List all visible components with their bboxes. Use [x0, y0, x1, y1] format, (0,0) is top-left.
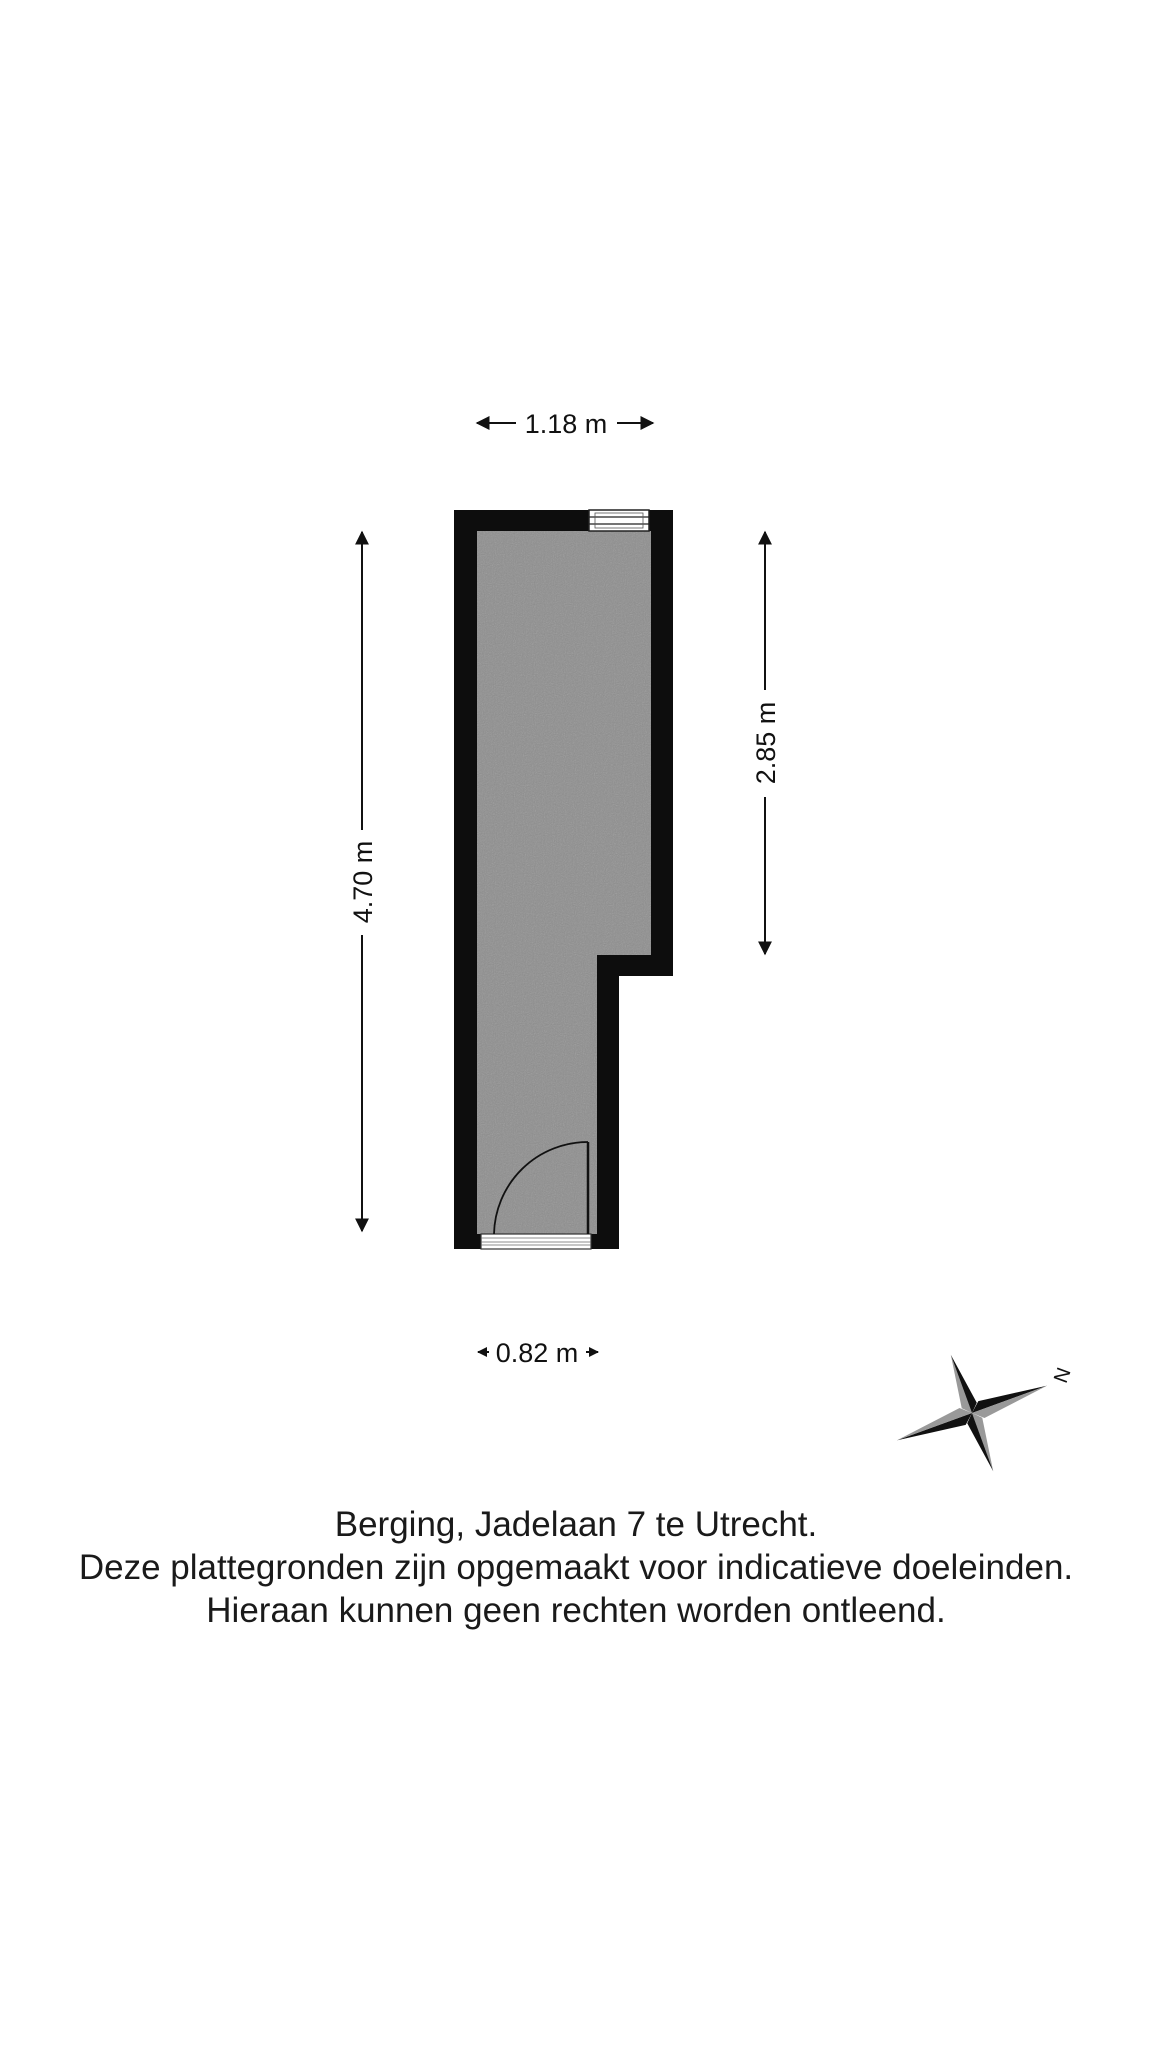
dimension-right-height-label: 2.85 m	[751, 701, 781, 785]
room-floor	[477, 531, 651, 1234]
dimension-top-width	[477, 409, 653, 439]
top-window	[589, 510, 649, 531]
dimension-left-height	[348, 532, 378, 1231]
caption-line-title: Berging, Jadelaan 7 te Utrecht.	[334, 1505, 818, 1544]
dimension-left-height-label: 4.70 m	[348, 840, 378, 924]
plan-caption	[0, 1503, 1152, 1632]
dimension-top-width-label: 1.18 m	[524, 409, 608, 439]
caption-line-rights: Hieraan kunnen geen rechten worden ontleend.	[206, 1591, 946, 1630]
compass-icon	[876, 1317, 1098, 1499]
compass-north-label: N	[1049, 1364, 1076, 1386]
dimension-bottom-width-label: 0.82 m	[495, 1338, 579, 1368]
caption-line-disclaimer: Deze plattegronden zijn opgemaakt voor indicatieve doeleinden.	[78, 1548, 1074, 1587]
dimension-right-height	[751, 532, 781, 954]
dimension-bottom-width	[478, 1338, 598, 1368]
